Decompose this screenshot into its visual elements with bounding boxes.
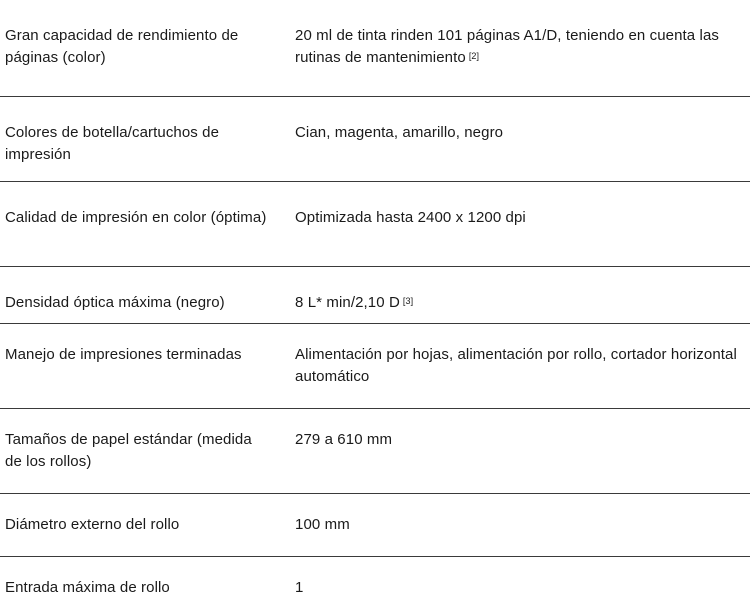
spec-label: Calidad de impresión en color (óptima) xyxy=(5,209,267,226)
spec-row-optical-density xyxy=(0,267,750,324)
spec-value: Alimentación por hojas, alimentación por rollo, cortador horizontal automático xyxy=(295,346,737,385)
spec-row-ink-colors xyxy=(0,97,750,182)
spec-value-cell xyxy=(290,122,750,181)
spec-value-cell xyxy=(290,207,750,266)
footnote-ref[interactable]: [2] xyxy=(468,51,480,61)
spec-label: Manejo de impresiones terminadas xyxy=(5,346,242,363)
spec-label: Tamaños de papel estándar (medida de los rollos) xyxy=(5,431,252,470)
footnote-ref[interactable]: [3] xyxy=(402,296,414,306)
spec-value: Cian, magenta, amarillo, negro xyxy=(295,124,504,141)
spec-value: 8 L* min/2,10 D xyxy=(295,294,400,311)
spec-value-cell xyxy=(290,429,750,493)
spec-row-max-roll-input xyxy=(0,557,750,605)
spec-label: Entrada máxima de rollo xyxy=(5,579,170,596)
spec-label: Densidad óptica máxima (negro) xyxy=(5,294,225,311)
spec-row-output-handling xyxy=(0,324,750,409)
spec-label: Colores de botella/cartuchos de impresión xyxy=(5,124,220,163)
spec-value: 279 a 610 mm xyxy=(295,431,393,448)
spec-value-cell xyxy=(290,344,750,408)
spec-label: Gran capacidad de rendimiento de páginas (color) xyxy=(5,27,239,66)
spec-value: 100 mm xyxy=(295,516,350,533)
spec-value: 20 ml de tinta rinden 101 páginas A1/D, teniendo en cuenta las rutinas de mantenimiento xyxy=(295,27,719,66)
spec-value: 1 xyxy=(295,579,304,596)
spec-value-cell xyxy=(290,577,750,605)
spec-row-print-quality xyxy=(0,182,750,267)
spec-value-cell xyxy=(290,25,750,96)
spec-label: Diámetro externo del rollo xyxy=(5,516,180,533)
spec-value: Optimizada hasta 2400 x 1200 dpi xyxy=(295,209,526,226)
spec-row-page-yield xyxy=(0,0,750,97)
spec-value-cell xyxy=(290,514,750,556)
spec-row-paper-sizes xyxy=(0,409,750,494)
spec-value-cell xyxy=(290,292,750,323)
spec-row-roll-diameter xyxy=(0,494,750,557)
